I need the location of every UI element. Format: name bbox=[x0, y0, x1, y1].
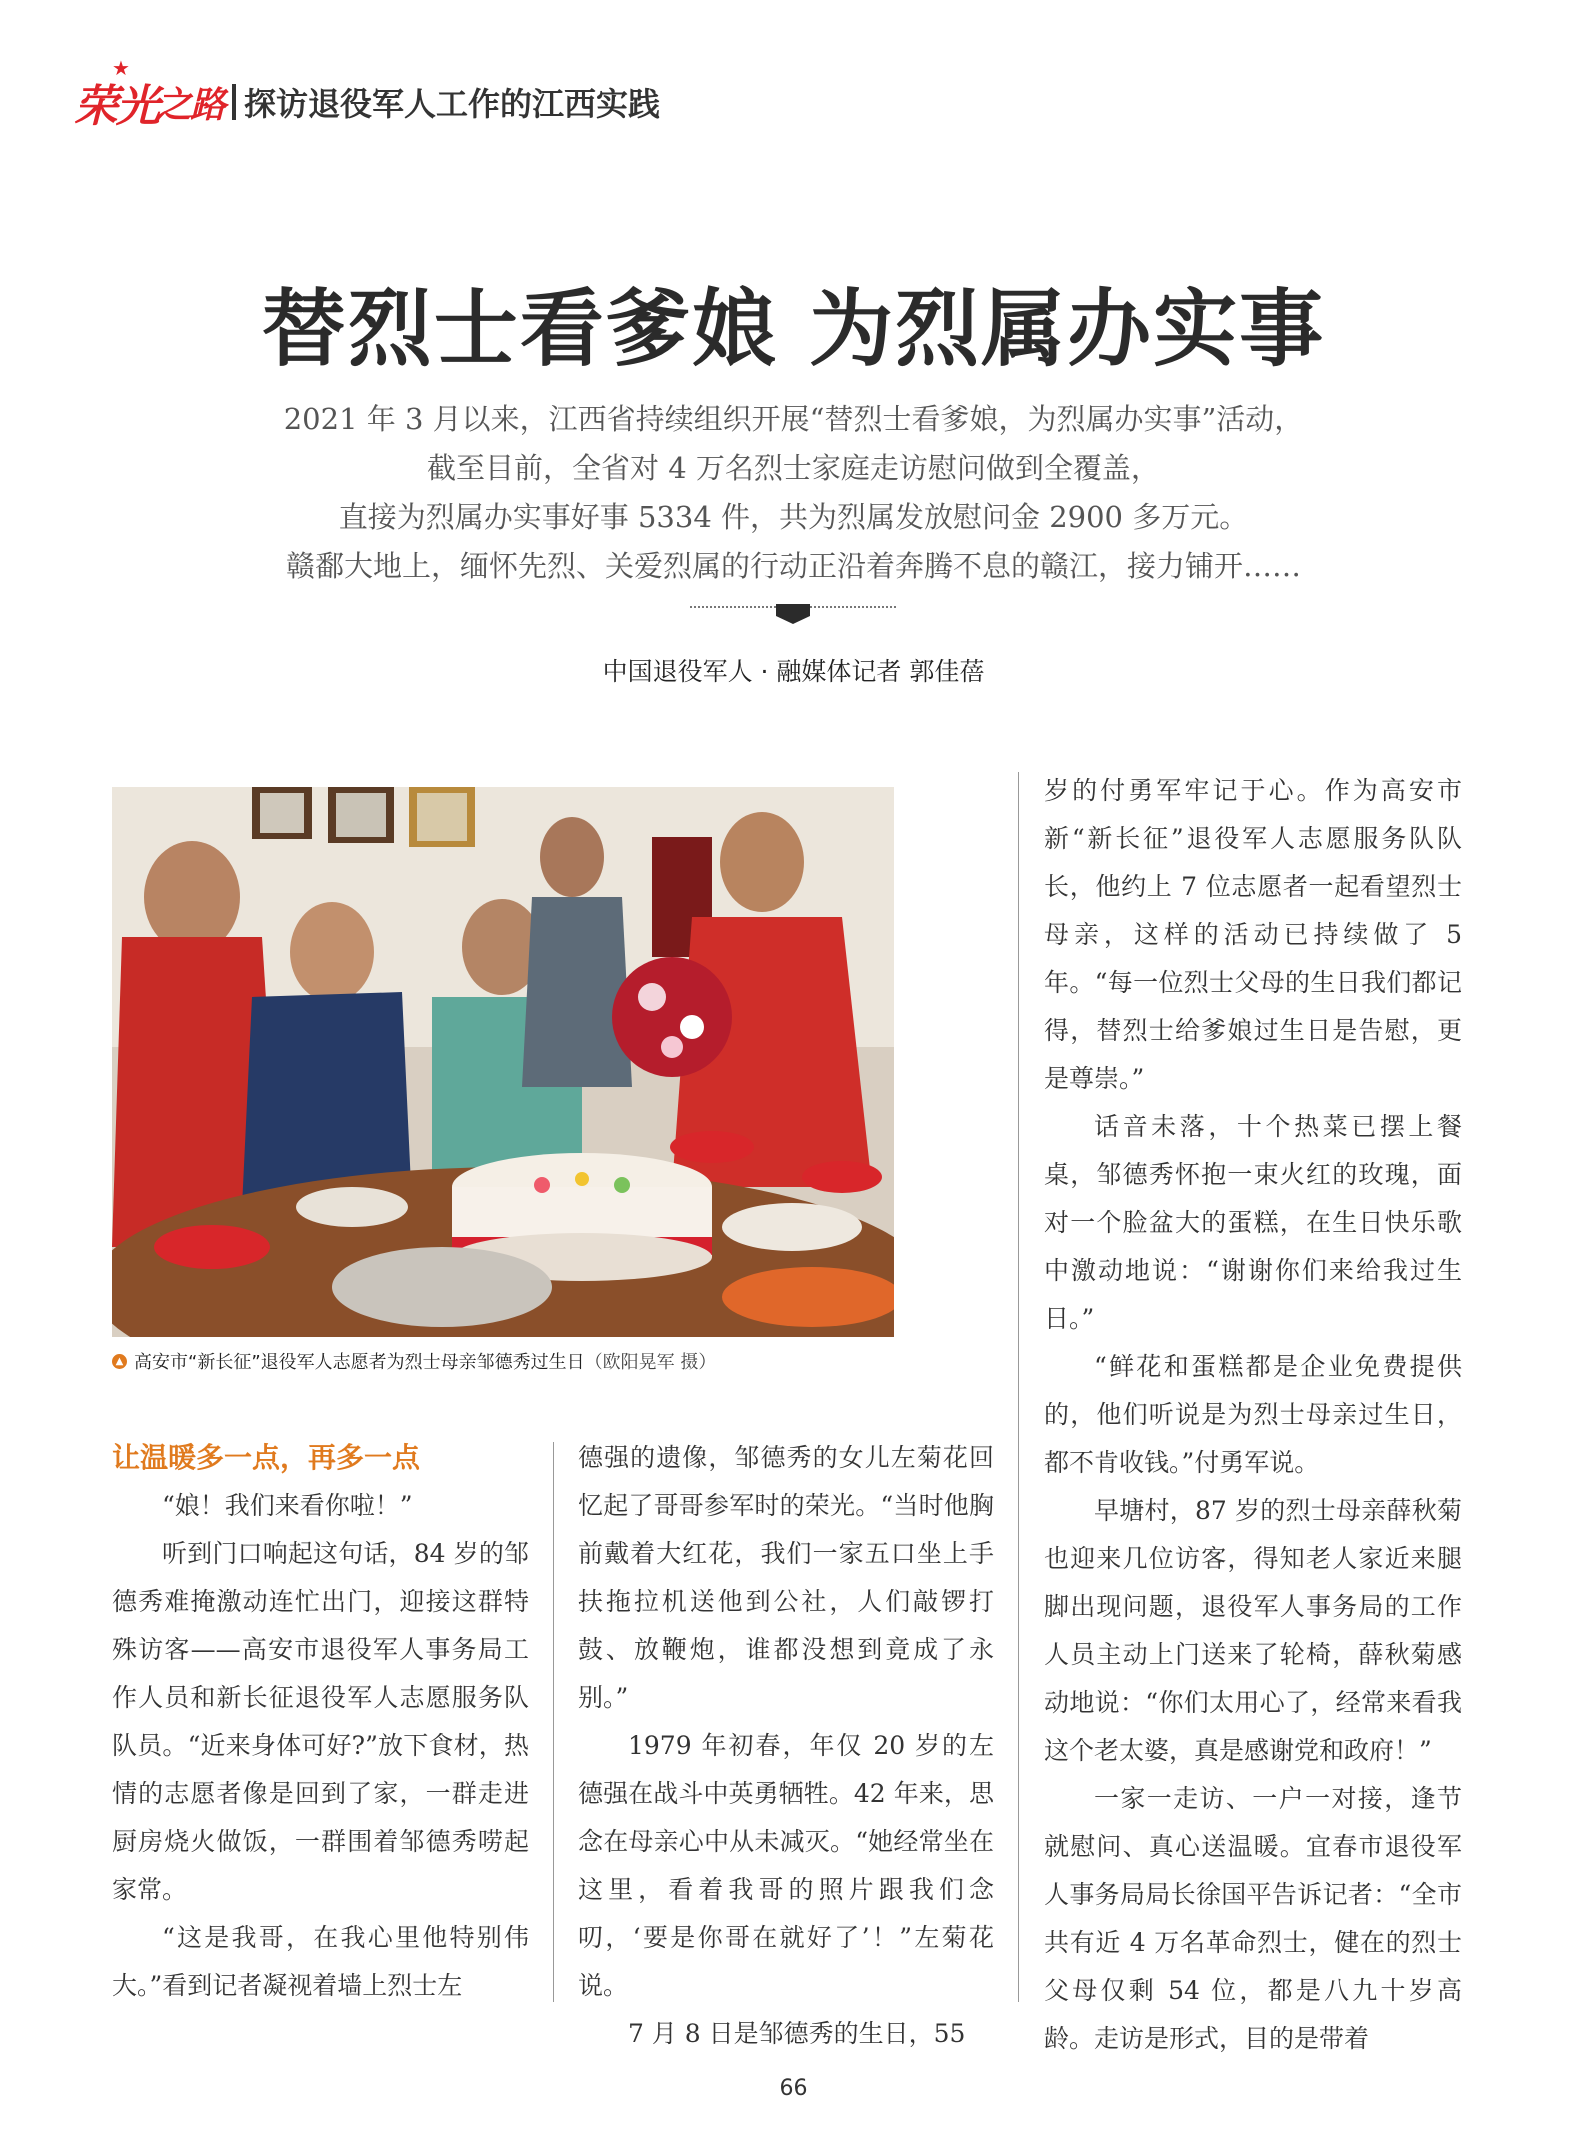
paragraph: 7 月 8 日是邹德秀的生日，55 bbox=[628, 2019, 966, 2048]
paragraph: “这是我哥，在我心里他特别伟大。”看到记者凝视着墙上烈士左 bbox=[112, 1923, 529, 2000]
column-rule bbox=[553, 1442, 554, 2002]
paragraph: 德强的遗像，邹德秀的女儿左菊花回忆起了哥哥参军时的荣光。“当时他胸前戴着大红花，我们一家五口坐上手扶拖拉机送他到公社，人们敲锣打鼓、放鞭炮，谁都没想到竟成了永别。” bbox=[578, 1443, 994, 1712]
paragraph: 早塘村，87 岁的烈士母亲薛秋菊也迎来几位访客，得知老人家近来腿脚出现问题，退役军人事务局的工作人员主动上门送来了轮椅，薛秋菊感动地说：“你们太用心了，经常来看我这个老太婆，真是感谢党和政府！” bbox=[1044, 1496, 1462, 1765]
column-rule bbox=[1018, 772, 1019, 2002]
byline: 中国退役军人 · 融媒体记者 郭佳蓓 bbox=[602, 657, 985, 686]
photo-credit: （欧阳晃军 摄） bbox=[584, 1352, 717, 1373]
chevron-up-icon: ▲ bbox=[112, 1354, 127, 1369]
column-middle bbox=[578, 1434, 994, 2058]
lead-line: 截至目前，全省对 4 万名烈士家庭走访慰问做到全覆盖， bbox=[427, 451, 1160, 485]
paragraph: “娘！我们来看你啦！” bbox=[162, 1491, 413, 1520]
article-lead bbox=[0, 395, 1587, 591]
paragraph: 话音未落，十个热菜已摆上餐桌，邹德秀怀抱一束火红的玫瑰，面对一个脸盆大的蛋糕，在生日快乐歌中激动地说：“谢谢你们来给我过生日。” bbox=[1044, 1112, 1462, 1333]
lead-line: 直接为烈属办实事好事 5334 件，共为烈属发放慰问金 2900 多万元。 bbox=[338, 500, 1249, 534]
birthday-photo-illustration bbox=[112, 787, 894, 1337]
paragraph: 岁的付勇军牢记于心。作为高安市新“新长征”退役军人志愿服务队队长，他约上 7 位志愿者一起看望烈士母亲，这样的活动已持续做了 5 年。“每一位烈士父母的生日我们都记得，替烈士给爹娘过生日是告慰，更是尊崇。” bbox=[1044, 776, 1462, 1093]
logo-text-zhilu: 之路 bbox=[156, 84, 225, 126]
header-divider bbox=[232, 84, 236, 120]
magazine-logo bbox=[74, 56, 225, 134]
article-photo bbox=[112, 787, 894, 1337]
column-left bbox=[112, 1434, 529, 2010]
column-right bbox=[1044, 767, 1462, 2063]
section-subhead: 让温暖多一点，再多一点 bbox=[112, 1441, 421, 1474]
ribbon-mark-icon bbox=[776, 604, 810, 624]
paragraph: “鲜花和蛋糕都是企业免费提供的，他们听说是为烈士母亲过生日，都不肯收钱。”付勇军说。 bbox=[1044, 1352, 1462, 1477]
paragraph: 1979 年初春，年仅 20 岁的左德强在战斗中英勇牺牲。42 年来，思念在母亲心中从未减灭。“她经常坐在这里，看着我哥的照片跟我们念叨，‘要是你哥在就好了’！”左菊花说。 bbox=[578, 1731, 994, 2000]
article-title: 替烈士看爹娘 为烈属办实事 bbox=[261, 280, 1326, 378]
ornament-divider bbox=[690, 606, 896, 636]
lead-line: 2021 年 3 月以来，江西省持续组织开展“替烈士看爹娘，为烈属办实事”活动， bbox=[283, 402, 1304, 436]
star-icon: ★ bbox=[112, 56, 128, 80]
page-header bbox=[74, 56, 661, 132]
lead-line: 赣鄱大地上，缅怀先烈、关爱烈属的行动正沿着奔腾不息的赣江，接力铺开…… bbox=[285, 549, 1301, 583]
photo-caption bbox=[112, 1348, 716, 1374]
section-title: 探访退役军人工作的江西实践 bbox=[244, 85, 661, 123]
logo-text-rongguang: 荣光 bbox=[74, 81, 158, 132]
paragraph: 一家一走访、一户一对接，逢节就慰问、真心送温暖。宜春市退役军人事务局局长徐国平告诉记者：“全市共有近 4 万名革命烈士，健在的烈士父母仅剩 54 位，都是八九十岁高龄。走访是形式，目的是带着 bbox=[1044, 1784, 1462, 2053]
paragraph: 听到门口响起这句话，84 岁的邹德秀难掩激动连忙出门，迎接这群特殊访客——高安市退役军人事务局工作人员和新长征退役军人志愿服务队队员。“近来身体可好?”放下食材，热情的志愿者像是回到了家，一群走进厨房烧火做饭，一群围着邹德秀唠起家常。 bbox=[112, 1539, 529, 1904]
page-number: 66 bbox=[779, 2076, 808, 2101]
caption-text: 高安市“新长征”退役军人志愿者为烈士母亲邹德秀过生日 bbox=[134, 1352, 585, 1373]
